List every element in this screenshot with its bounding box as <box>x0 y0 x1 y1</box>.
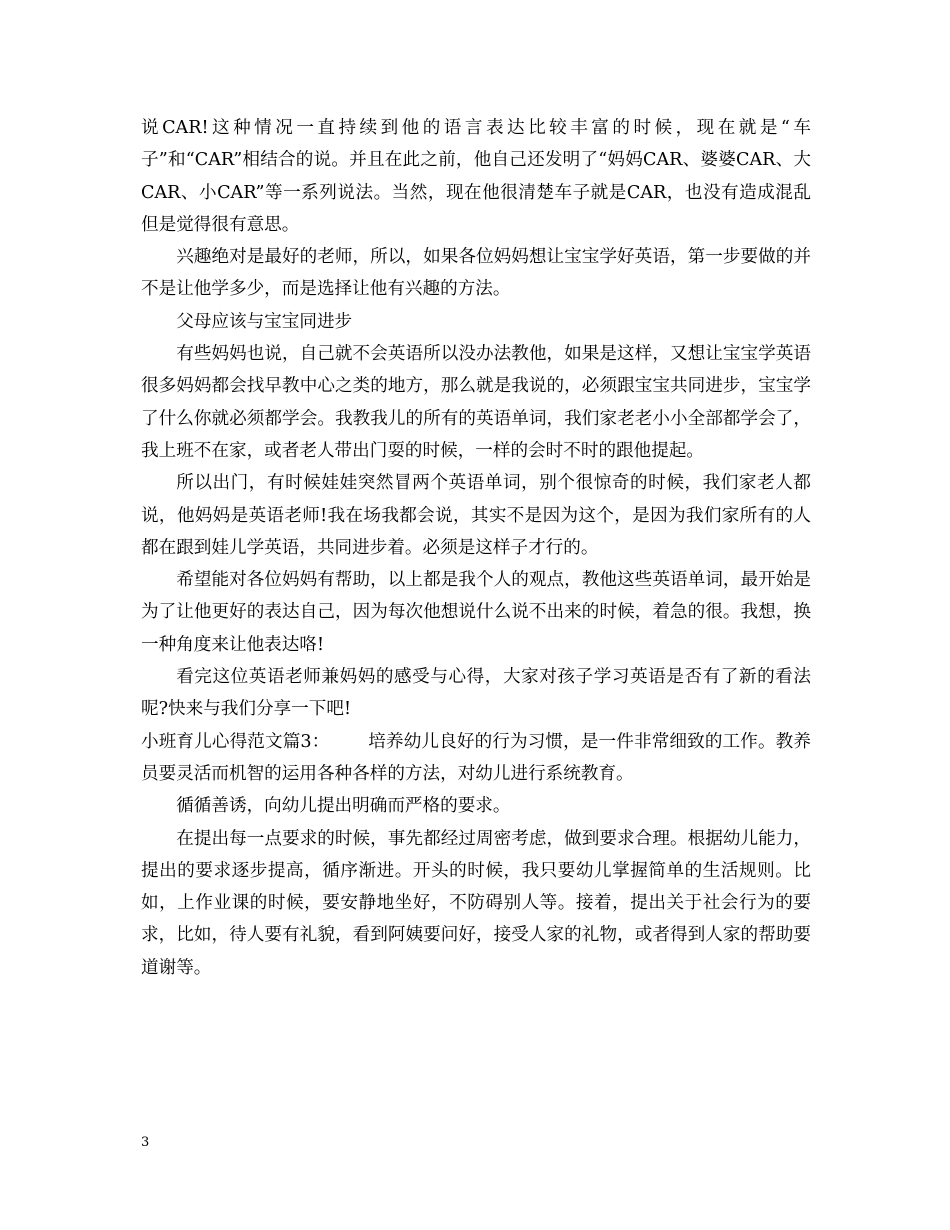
section-paragraph <box>141 726 811 791</box>
paragraph: 有些妈妈也说，自己就不会英语所以没办法教他，如果是这样，又想让宝宝学英语很多妈妈都会找早教中心之类的地方，那么就是我说的，必须跟宝宝共同进步，宝宝学了什么你就必须都学会。我教我儿的所有的英语单词，我们家老老小小全部都学会了，我上班不在家，或者老人带出门耍的时候，一样的会时不时的跟他提起。 <box>141 344 811 461</box>
paragraph: 循循善诱，向幼儿提出明确而严格的要求。 <box>176 796 511 817</box>
paragraph: 说CAR!这种情况一直持续到他的语言表达比较丰富的时候，现在就是“车子”和“CAR”相结合的说。并且在此之前，他自己还发明了“妈妈CAR、婆婆CAR、大CAR、小CAR”等一系列说法。当然，现在他很清楚车子就是CAR，也没有造成混乱但是觉得很有意思。 <box>141 118 811 235</box>
paragraph: 看完这位英语老师兼妈妈的感受与心得，大家对孩子学习英语是否有了新的看法呢?快来与我们分享一下吧! <box>141 667 811 720</box>
paragraph: 希望能对各位妈妈有帮助，以上都是我个人的观点，教他这些英语单词，最开始是为了让他更好的表达自己，因为每次他想说什么说不出来的时候，着急的很。我想，换一种角度来让他表达咯! <box>141 570 811 655</box>
paragraph: 兴趣绝对是最好的老师，所以，如果各位妈妈想让宝宝学好英语，第一步要做的并不是让他学多少，而是选择让他有兴趣的方法。 <box>141 247 811 300</box>
subheading: 父母应该与宝宝同进步 <box>176 311 353 332</box>
paragraph: 在提出每一点要求的时候，事先都经过周密考虑，做到要求合理。根据幼儿能力，提出的要求逐步提高，循序渐进。开头的时候，我只要幼儿掌握简单的生活规则。比如，上作业课的时候，要安静地坐好，不防碍别人等。接着，提出关于社会行为的要求，比如，待人要有礼貌，看到阿姨要问好，接受人家的礼物，或者得到人家的帮助要道谢等。 <box>141 828 811 978</box>
section-heading: 小班育儿心得范文篇3： <box>141 731 330 752</box>
paragraph: 所以出门，有时候娃娃突然冒两个英语单词，别个很惊奇的时候，我们家老人都说，他妈妈是英语老师!我在场我都会说，其实不是因为这个，是因为我们家所有的人都在跟到娃儿学英语，共同进步着。必须是这样子才行的。 <box>141 473 811 558</box>
section-lead: 培养幼儿良好的行为习惯，是一件非常细致的工作。教养员要灵活而机智的运用各种各样的方法，对幼儿进行系统教育。 <box>141 731 811 784</box>
document-body <box>141 112 811 984</box>
page-number: 3 <box>141 1135 150 1150</box>
